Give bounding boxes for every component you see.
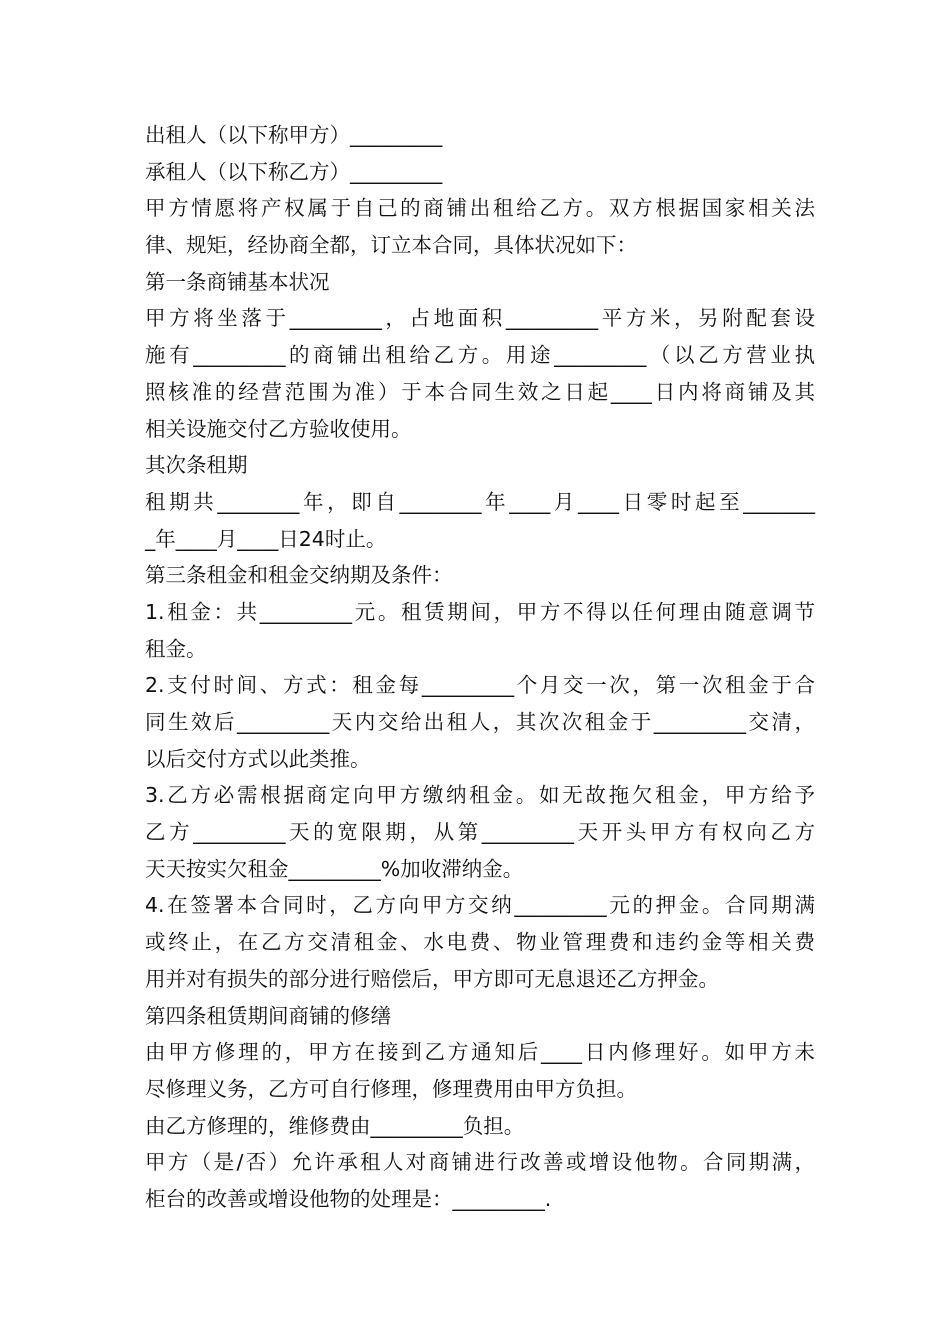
clause-3-4-line: 4.在签署本合同时，乙方向甲方交纳_________元的押金。合同期满 [145, 893, 815, 918]
article-4-paragraph-line: 由甲方修理的，甲方在接到乙方通知后____日内修理好。如甲方未 [145, 1040, 815, 1065]
article-1-paragraph-line: 甲方将坐落于_________，占地面积_________平方米，另附配套设 [145, 306, 815, 331]
clause-3-4-line: 用并对有损失的部分进行赔偿后，甲方即可无息退还乙方押金。 [145, 966, 719, 991]
article-4-paragraph-line: 由乙方修理的，维修费由_________负担。 [145, 1113, 525, 1138]
clause-3-3-line: 天天按实欠租金_________%加收滞纳金。 [145, 856, 524, 881]
clause-3-2-line: 以后交付方式以此类推。 [145, 746, 371, 771]
clause-3-2-line: 同生效后_________天内交给出租人，其次次租金于_________交清， [145, 710, 815, 734]
article-4-paragraph-line: 尽修理义务，乙方可自行修理，修理费用由甲方负担。 [145, 1076, 637, 1101]
article-1-paragraph-line: 施有_________的商铺出租给乙方。用途_________（以乙方营业执 [145, 343, 815, 368]
clause-3-2-line: 2.支付时间、方式：租金每_________个月交一次，第一次租金于合 [145, 673, 815, 698]
contract-body [145, 117, 815, 1218]
article-4-paragraph-line: 柜台的改善或增设他物的处理是：_________. [145, 1186, 552, 1211]
intro-paragraph-line: 甲方情愿将产权属于自己的商铺出租给乙方。双方根据国家相关法 [145, 196, 815, 221]
article-4-paragraph-line: 甲方（是/否）允许承租人对商铺进行改善或增设他物。合同期满， [145, 1150, 815, 1175]
clause-3-3-line: 3.乙方必需根据商定向甲方缴纳租金。如无故拖欠租金，甲方给予 [145, 783, 815, 808]
article-4-heading: 第四条租赁期间商铺的修缮 [145, 1003, 391, 1028]
article-1-paragraph-line: 相关设施交付乙方验收使用。 [145, 416, 412, 441]
clause-3-3-line: 乙方_________天的宽限期，从第_________天开头甲方有权向乙方 [145, 820, 815, 845]
clause-3-1-line: 1.租金：共_________元。租赁期间，甲方不得以任何理由随意调节 [145, 599, 815, 624]
article-2-heading: 其次条租期 [145, 453, 248, 478]
lessee-line: 承租人（以下称乙方）_________ [145, 159, 443, 184]
clause-3-1-line: 租金。 [145, 636, 207, 661]
clause-3-4-line: 或终止，在乙方交清租金、水电费、物业管理费和违约金等相关费 [145, 930, 815, 955]
article-3-heading: 第三条租金和租金交纳期及条件： [145, 563, 453, 588]
lessor-line: 出租人（以下称甲方）_________ [145, 123, 443, 147]
article-1-paragraph-line: 照核准的经营范围为准）于本合同生效之日起____日内将商铺及其 [145, 379, 815, 404]
intro-paragraph-line: 律、规矩，经协商全都，订立本合同，具体状况如下： [145, 233, 637, 258]
article-2-paragraph-line: _年____月____日24时止。 [145, 526, 387, 551]
article-2-paragraph-line: 租期共________年，即自________年____月____日零时起至_______ [145, 489, 815, 514]
article-1-heading: 第一条商铺基本状况 [145, 269, 330, 294]
